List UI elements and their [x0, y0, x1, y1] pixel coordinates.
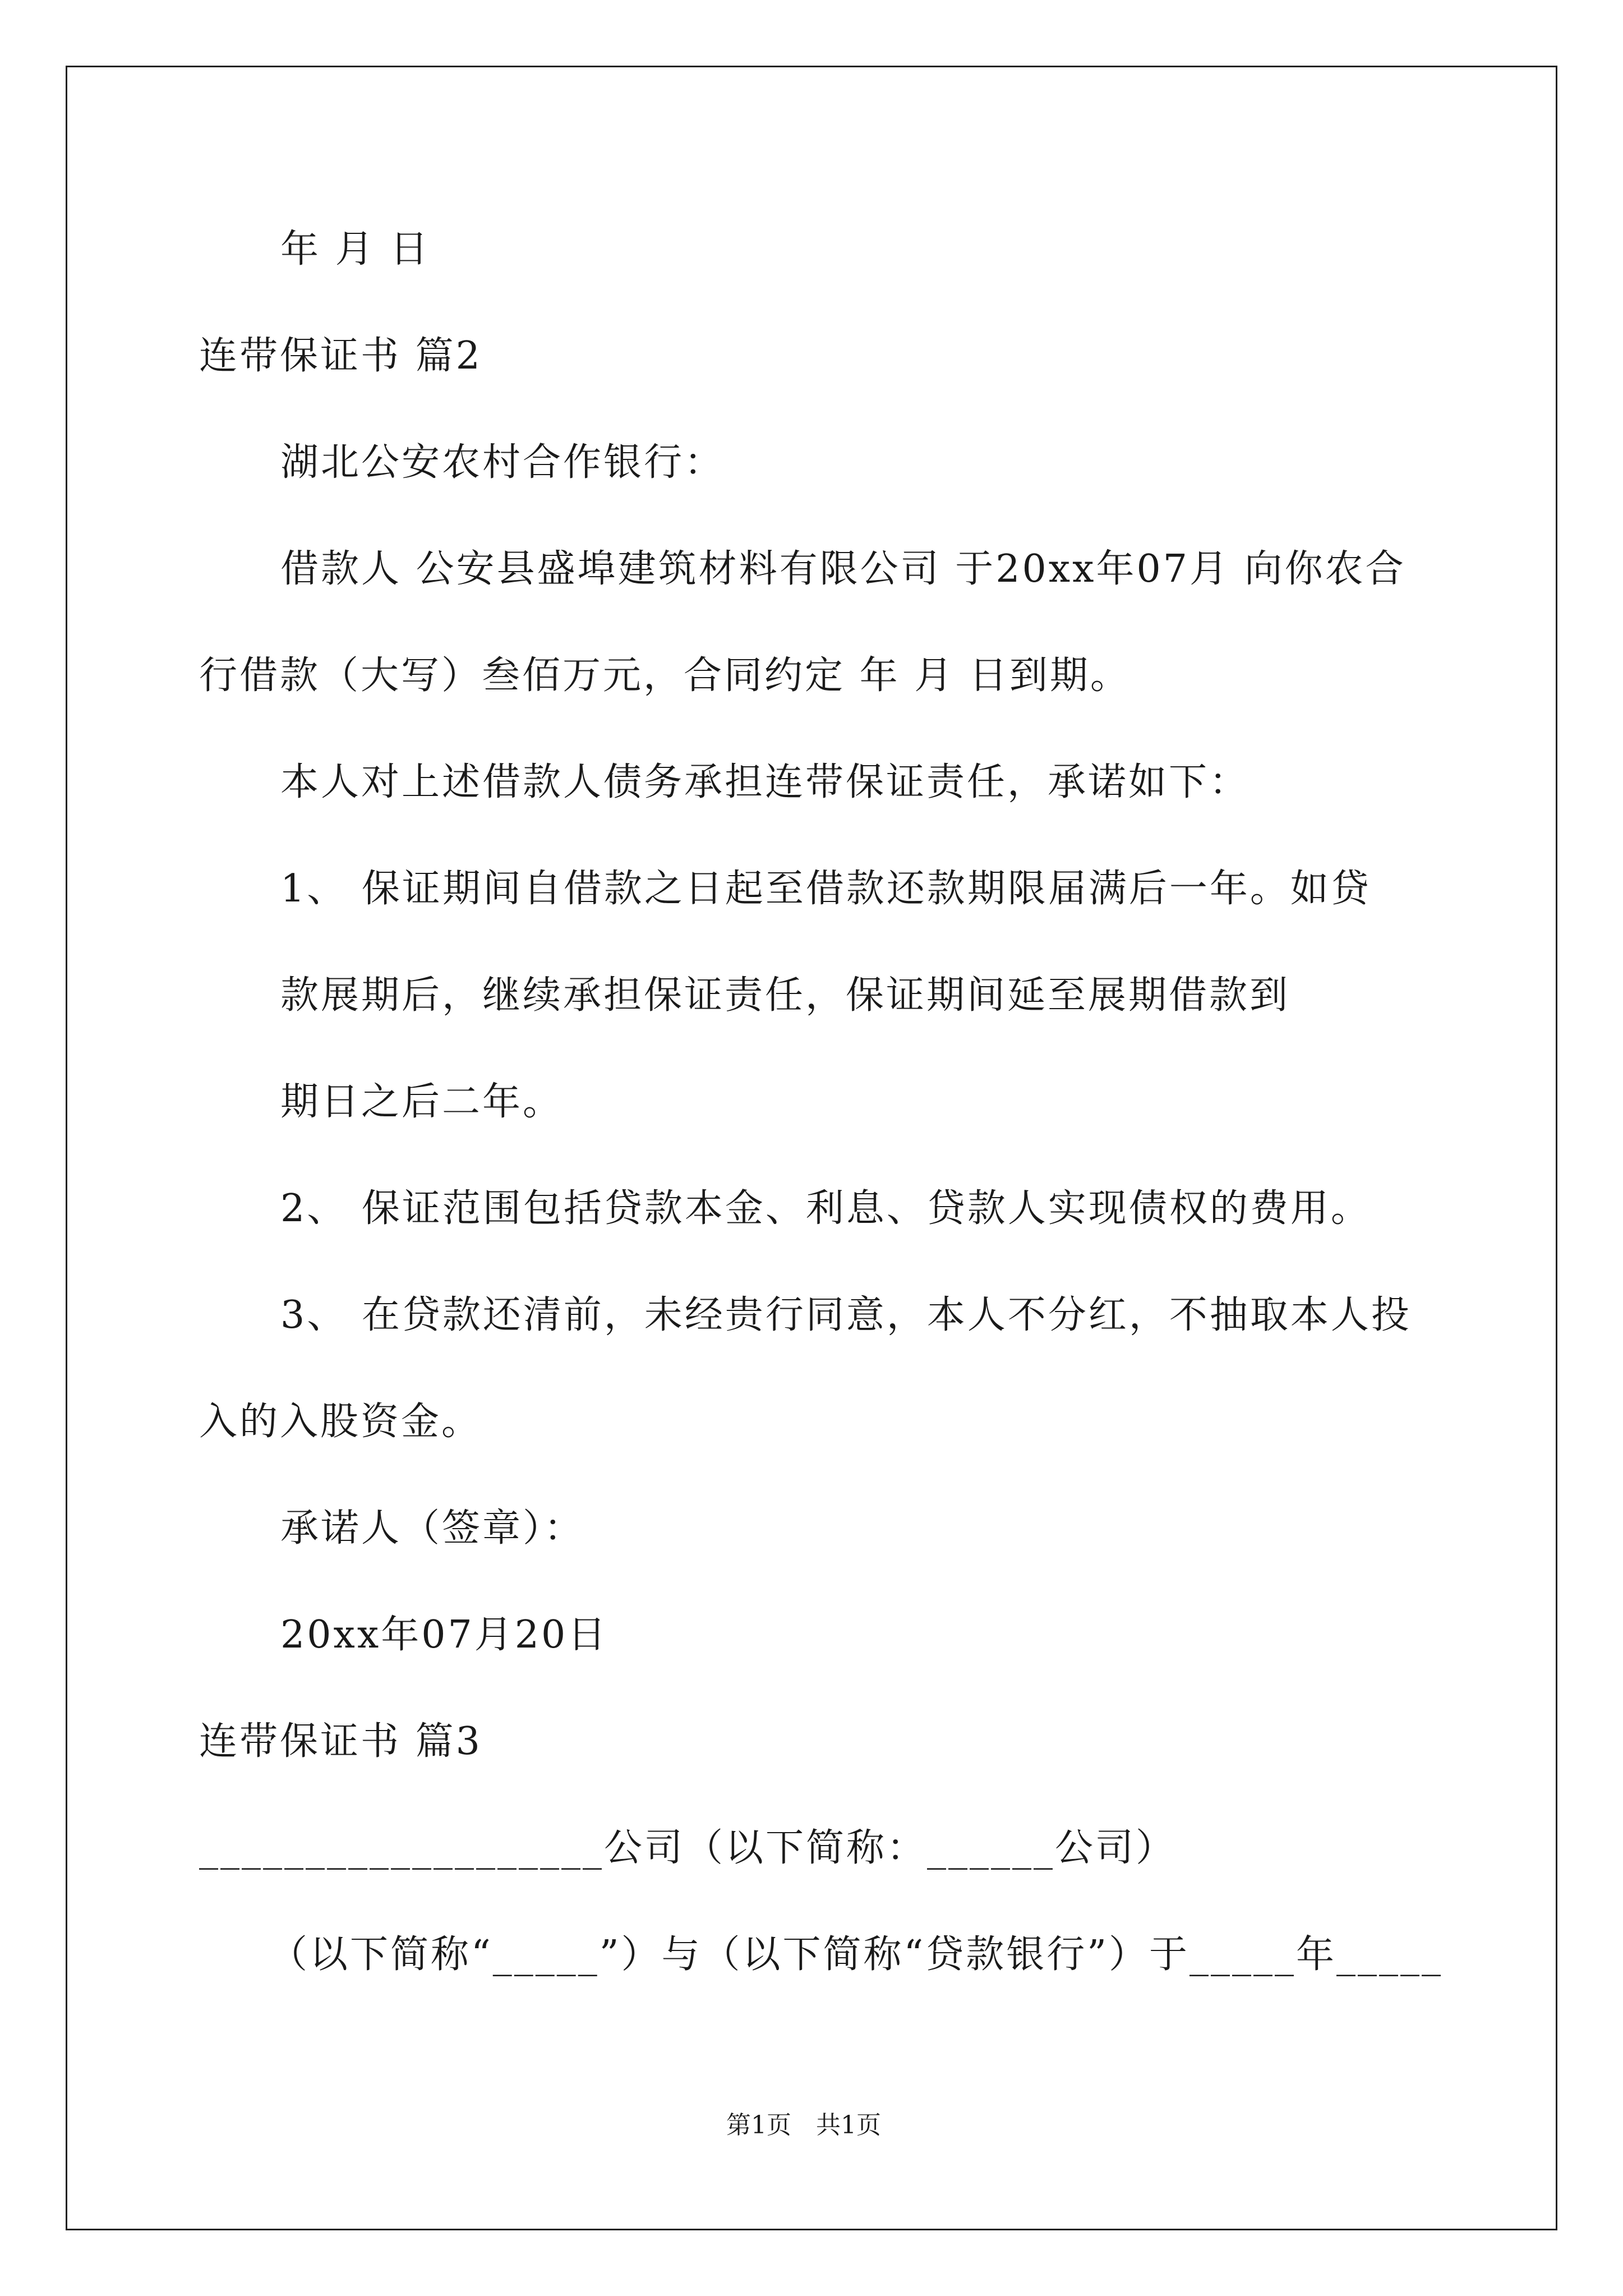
- clause-3-line-2: 入的入股资金。: [199, 1400, 482, 1444]
- company-blank-line: ___________________公司（以下简称：______公司）: [199, 1826, 1177, 1870]
- paragraph-borrower-line-1: 借款人 公安县盛埠建筑材料有限公司 于20xx年07月 向你农合: [280, 547, 1406, 591]
- clause-1-line-1: 1、 保证期间自借款之日起至借款还款期限届满后一年。如贷: [280, 867, 1371, 911]
- page-border: [66, 66, 1557, 2230]
- date-placeholder-line: 年 月 日: [280, 227, 431, 272]
- section-heading-3: 连带保证书 篇3: [199, 1719, 482, 1764]
- agreement-blank-line: （以下简称“_____”）与（以下简称“贷款银行”）于_____年_____: [269, 1932, 1444, 1977]
- paragraph-commitment-intro: 本人对上述借款人债务承担连带保证责任，承诺如下：: [280, 760, 1250, 804]
- page-number-footer: 第1页 共1页: [726, 2111, 881, 2139]
- addressee-line: 湖北公安农村合作银行：: [280, 440, 725, 485]
- paragraph-borrower-line-2: 行借款（大写）叁佰万元，合同约定 年 月 日到期。: [199, 654, 1131, 698]
- section-heading-2: 连带保证书 篇2: [199, 334, 482, 378]
- clause-2: 2、 保证范围包括贷款本金、利息、贷款人实现债权的费用。: [280, 1186, 1371, 1231]
- clause-1-line-3: 期日之后二年。: [280, 1080, 564, 1124]
- clause-1-line-2: 款展期后，继续承担保证责任，保证期间延至展期借款到: [280, 973, 1290, 1018]
- signing-date: 20xx年07月20日: [280, 1613, 608, 1657]
- clause-3-line-1: 3、 在贷款还清前，未经贵行同意，本人不分红，不抽取本人投: [280, 1293, 1412, 1337]
- signatory-line: 承诺人（签章）：: [280, 1506, 585, 1550]
